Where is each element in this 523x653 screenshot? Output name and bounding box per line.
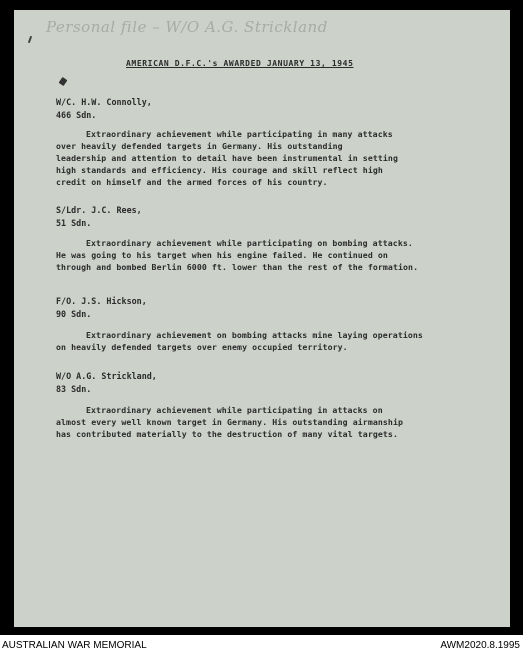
- footer-reference: AWM2020.8.1995: [440, 640, 520, 651]
- entry-3-squadron: 90 Sdn.: [56, 309, 92, 319]
- entry-4-line-1: Extraordinary achievement while participating in attacks on: [86, 405, 383, 415]
- entry-1-line-2: over heavily defended targets in Germany. His outstanding: [56, 141, 343, 151]
- entry-1-line-3: leadership and attention to detail have been instrumental in setting: [56, 153, 398, 163]
- entry-2-line-3: through and bombed Berlin 6000 ft. lower than the rest of the formation.: [56, 262, 419, 272]
- entry-4-line-3: has contributed materially to the destruction of many vital targets.: [56, 429, 398, 439]
- entry-1-line-1: Extraordinary achievement while participating in many attacks: [86, 129, 393, 139]
- entry-3-line-2: on heavily defended targets over enemy occupied territory.: [56, 342, 348, 352]
- handwritten-note: Personal file – W/O A.G. Strickland: [46, 18, 328, 36]
- entry-1-line-5: credit on himself and the armed forces of his country.: [56, 177, 328, 187]
- entry-2-squadron: 51 Sdn.: [56, 218, 92, 228]
- entry-1-line-4: high standards and efficiency. His courage and skill reflect high: [56, 165, 383, 175]
- entry-3-line-1: Extraordinary achievement on bombing attacks mine laying operations: [86, 330, 423, 340]
- entry-2-name: S/Ldr. J.C. Rees,: [56, 205, 142, 215]
- entry-2-line-1: Extraordinary achievement while participating on bombing attacks.: [86, 238, 413, 248]
- entry-4-line-2: almost every well known target in Germany. His outstanding airmanship: [56, 417, 404, 427]
- footer-institution: AUSTRALIAN WAR MEMORIAL: [2, 640, 147, 651]
- entry-4-squadron: 83 Sdn.: [56, 384, 92, 394]
- entry-1-squadron: 466 Sdn.: [56, 110, 97, 120]
- entry-1-name: W/C. H.W. Connolly,: [56, 97, 152, 107]
- entry-4-name: W/O A.G. Strickland,: [56, 371, 157, 381]
- document-title: AMERICAN D.F.C.'s AWARDED JANUARY 13, 1945: [126, 59, 354, 68]
- entry-3-name: F/O. J.S. Hickson,: [56, 296, 147, 306]
- entry-2-line-2: He was going to his target when his engine failed. He continued on: [56, 250, 388, 260]
